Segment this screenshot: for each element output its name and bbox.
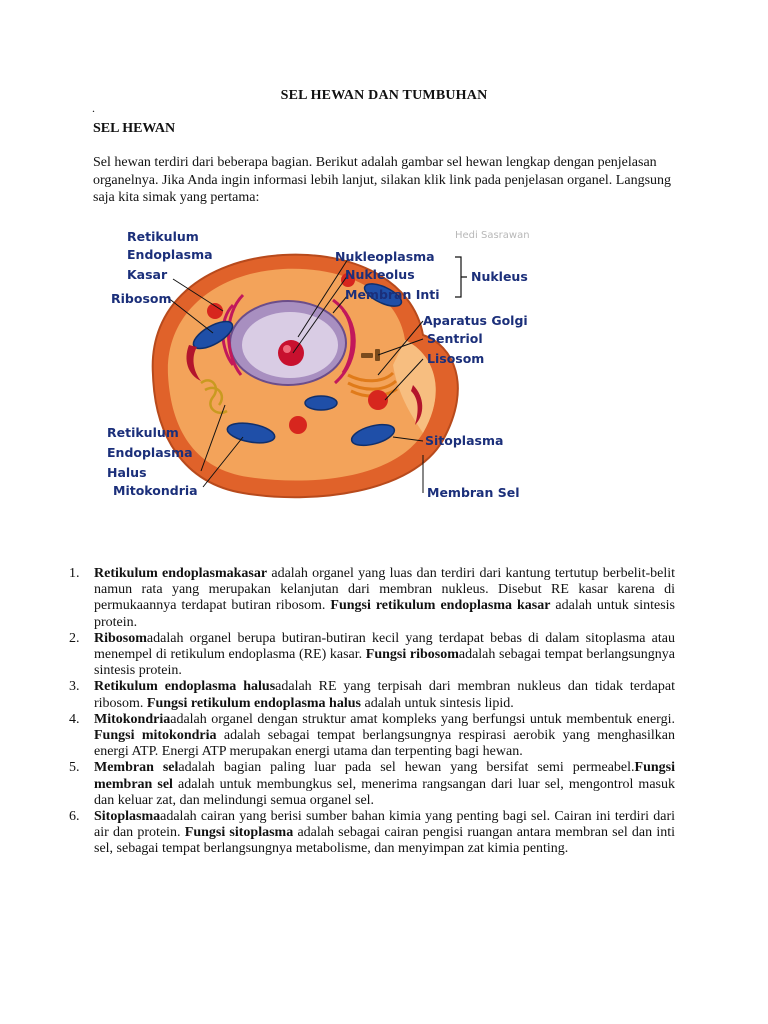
description: adalah bagian paling luar pada sel hewan yang bersifat semi permeabel. [178,760,635,776]
list-number: 4. [69,711,80,727]
figure-watermark: Hedi Sasrawan [455,230,530,241]
function-term: Fungsi sitoplasma [184,825,294,841]
label-re-halus-1: Retikulum [107,425,179,440]
label-membran-sel: Membran Sel [427,485,520,500]
list-number: 1. [69,566,80,581]
label-nukleus: Nukleus [471,269,528,284]
label-nukleolus: Nukleolus [345,267,415,282]
description: adalah organel berupa butiran-butiran kecil yang terdapat bebas di dalam sitoplasma atau menempel di retikulum endoplasma (RE) kasar. [94,630,675,663]
function-description: adalah untuk sintesis protein. [94,598,675,630]
term: Retikulum endoplasma halus [94,679,276,695]
label-mitokondria: Mitokondria [113,483,198,498]
label-re-kasar-1: Retikulum [127,229,199,244]
description: adalah cairan yang berisi sumber bahan kimia yang penting bagi sel. Cairan ini terdiri dari air dan protein. [94,809,675,841]
list-number: 5. [69,760,80,776]
label-re-halus-2: Endoplasma [107,445,193,460]
nucleolus [278,340,304,366]
function-term: Fungsi retikulum endoplasma halus [146,695,361,711]
term: Ribosom [94,630,147,646]
label-aparatus-golgi: Aparatus Golgi [423,313,528,328]
function-description: adalah sebagai cairan pengisi ruangan antara membran sel dan inti sel, sebagai tempat berlangsungnya metabolisme, dan menyimpan zat kimia penting. [94,825,676,857]
nucleus-bracket [455,257,467,297]
section-heading: SEL HEWAN [93,121,176,136]
animal-cell-diagram [93,225,547,508]
label-re-kasar-3: Kasar [127,267,168,282]
list-item [0,566,768,631]
description: adalah RE yang terpisah dari membran nukleus dan tidak terdapat ribosom. [94,679,675,711]
organelle-list [0,566,768,858]
function-term: Fungsi mitokondria [94,728,217,744]
term: Sitoplasma [94,809,161,825]
document-title: SEL HEWAN DAN TUMBUHAN [280,88,488,103]
intro-paragraph: Sel hewan terdiri dari beberapa bagian. Berikut adalah gambar sel hewan lengkap dengan penjelasan organelnya. Jika Anda ingin informasi lebih lanjut, silakan klik link pada penjelasan organel. Langsung saja kita simak yang pertama: [93,155,672,205]
description: adalah organel dengan struktur amat kompleks yang berfungsi untuk membentuk energi. [170,711,675,727]
label-nukleoplasma: Nukleoplasma [335,249,435,264]
list-number: 3. [69,679,80,695]
list-item [0,631,768,680]
nucleus [230,301,346,385]
description: adalah organel yang luas dan terdiri dari kantung tertutup berbelit-belit namun rata yang merupakan kelanjutan dari membran nukleus. Disebut RE kasar karena di permukaannya terdapat butiran ribosom. [94,566,675,614]
list-number: 6. [69,809,80,825]
label-membran-inti: Membran Inti [345,287,440,302]
list-item [0,712,768,761]
label-re-kasar-2: Endoplasma [127,247,213,262]
function-term: Fungsi membran sel [94,760,675,792]
function-description: adalah sebagai tempat berlangsungnya respirasi aerobik yang menghasilkan energi ATP. Energi ATP merupakan energi utama dan terpenting bagi hewan. [94,728,675,760]
list-item [0,760,768,809]
label-sentriol: Sentriol [427,331,483,346]
list-item [0,809,768,858]
stray-dot: . [92,101,95,115]
function-description: adalah sebagai tempat berlangsungnya sintesis protein. [94,647,675,679]
term: Retikulum endoplasmakasar [94,566,268,581]
term: Mitokondria [94,711,171,727]
function-description: adalah untuk membungkus sel, menerima rangsangan dari luar sel, mengontrol masuk dan keluar zat, dan melindungi semua organel sel. [94,776,675,808]
label-sitoplasma: Sitoplasma [425,433,504,448]
list-number: 2. [69,630,80,646]
function-description: adalah untuk sintesis lipid. [360,695,514,711]
function-term: Fungsi ribosom [365,647,459,663]
label-re-halus-3: Halus [107,465,147,480]
label-ribosom: Ribosom [111,291,172,306]
list-item [0,679,768,711]
term: Membran sel [94,760,179,776]
label-lisosom: Lisosom [427,351,485,366]
function-term: Fungsi retikulum endoplasma kasar [330,598,551,614]
